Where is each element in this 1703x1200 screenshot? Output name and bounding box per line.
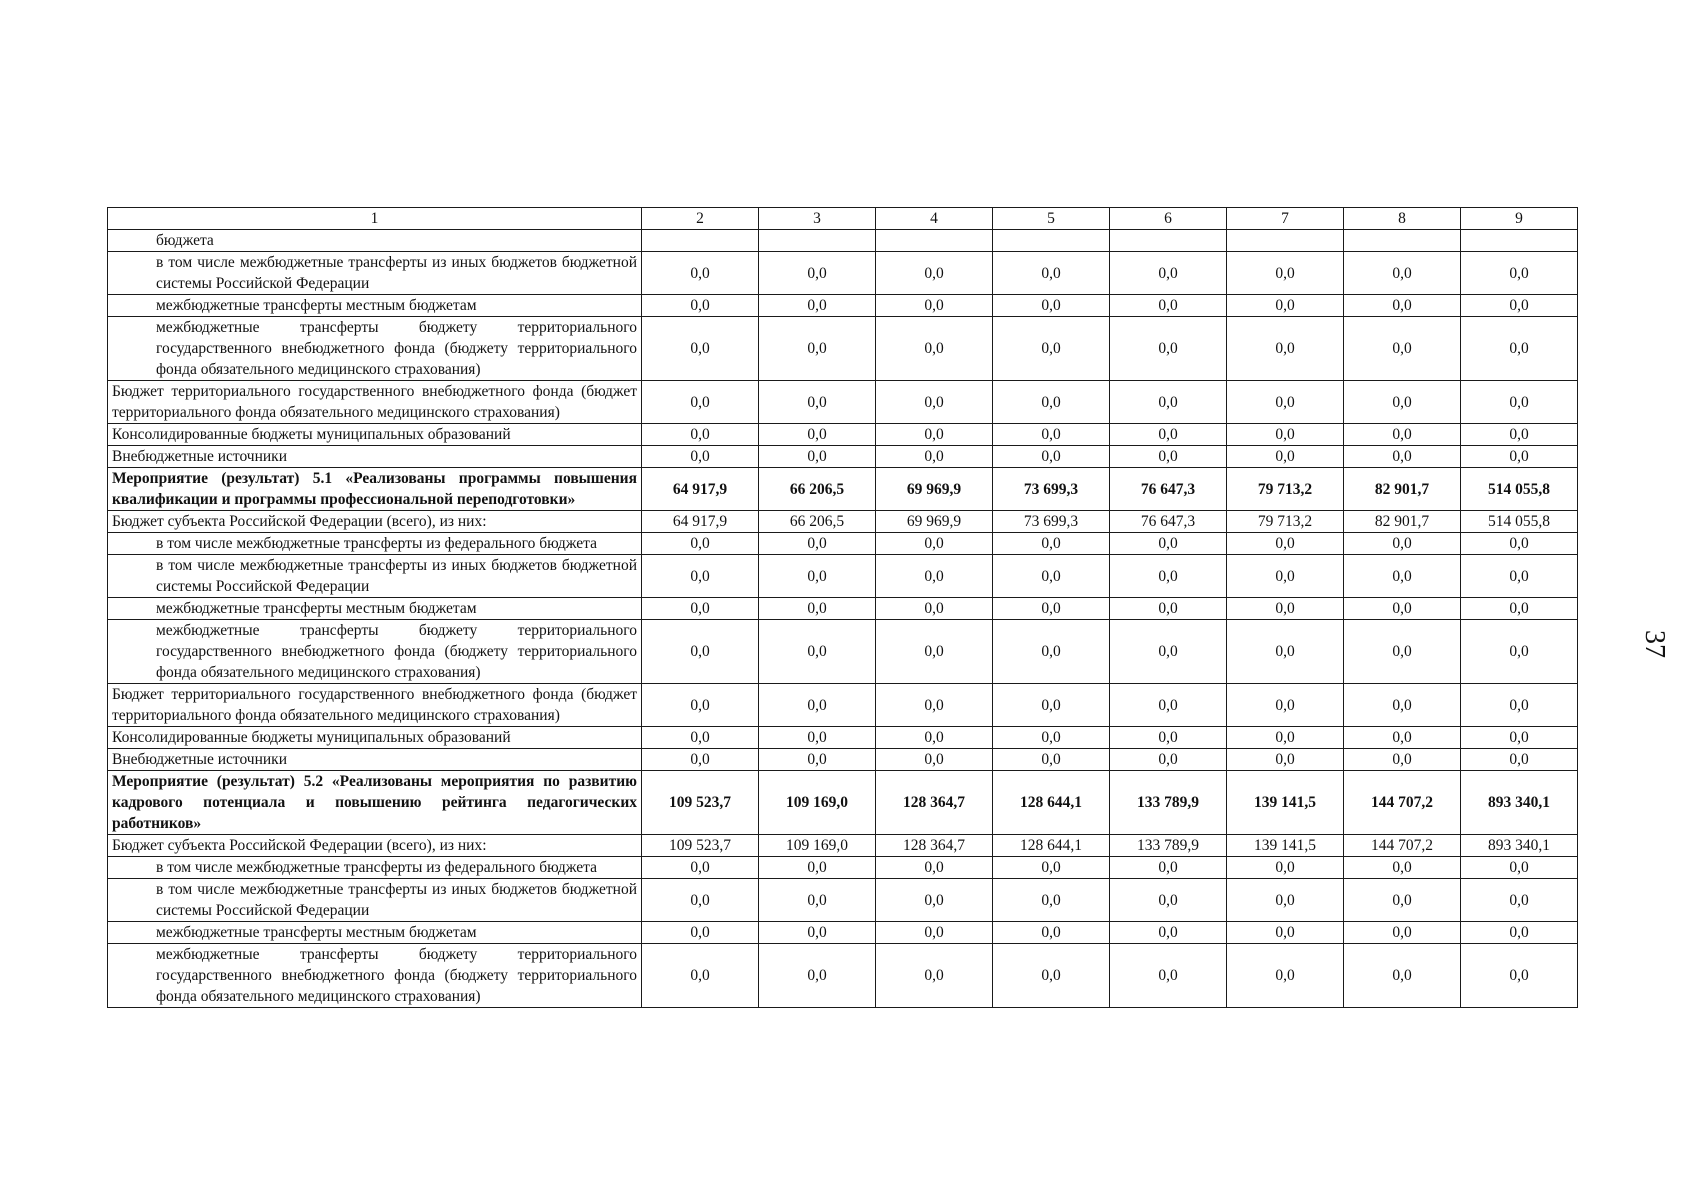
value-cell: 133 789,9: [1110, 835, 1227, 857]
value-cell: 0,0: [1344, 684, 1461, 727]
value-cell: 0,0: [1227, 879, 1344, 922]
value-cell: 0,0: [1227, 620, 1344, 684]
value-cell: 0,0: [876, 424, 993, 446]
value-cell: [993, 230, 1110, 252]
table-row: [108, 468, 1578, 511]
value-cell: [1110, 230, 1227, 252]
row-label: межбюджетные трансферты бюджету территориального государственного внебюджетного фонда (бюджету территориального фонда обязательного медицинского страхования): [108, 620, 642, 684]
value-cell: 0,0: [876, 944, 993, 1008]
column-header-1: 1: [108, 208, 642, 230]
value-cell: 0,0: [1344, 533, 1461, 555]
value-cell: 0,0: [1461, 749, 1578, 771]
row-label: в том числе межбюджетные трансферты из федерального бюджета: [108, 533, 642, 555]
value-cell: 144 707,2: [1344, 835, 1461, 857]
value-cell: 109 169,0: [759, 835, 876, 857]
value-cell: 0,0: [876, 381, 993, 424]
value-cell: 0,0: [642, 749, 759, 771]
table-row: [108, 555, 1578, 598]
value-cell: 0,0: [759, 295, 876, 317]
value-cell: 0,0: [1344, 381, 1461, 424]
value-cell: 0,0: [642, 317, 759, 381]
row-label: межбюджетные трансферты бюджету территориального государственного внебюджетного фонда (бюджету территориального фонда обязательного медицинского страхования): [108, 317, 642, 381]
value-cell: 66 206,5: [759, 511, 876, 533]
value-cell: [642, 230, 759, 252]
value-cell: 0,0: [1227, 446, 1344, 468]
value-cell: 0,0: [876, 922, 993, 944]
value-cell: 0,0: [1461, 446, 1578, 468]
value-cell: 0,0: [642, 598, 759, 620]
table-row: [108, 857, 1578, 879]
row-label: межбюджетные трансферты местным бюджетам: [108, 598, 642, 620]
value-cell: 0,0: [642, 424, 759, 446]
value-cell: 0,0: [642, 620, 759, 684]
value-cell: 0,0: [993, 684, 1110, 727]
value-cell: 0,0: [1227, 317, 1344, 381]
budget-table: [107, 207, 1578, 1008]
value-cell: 0,0: [759, 446, 876, 468]
value-cell: 0,0: [1110, 749, 1227, 771]
row-label: в том числе межбюджетные трансферты из иных бюджетов бюджетной системы Российской Федерации: [108, 252, 642, 295]
value-cell: 0,0: [642, 381, 759, 424]
value-cell: [876, 230, 993, 252]
value-cell: [759, 230, 876, 252]
value-cell: 0,0: [993, 749, 1110, 771]
value-cell: 133 789,9: [1110, 771, 1227, 835]
value-cell: 0,0: [759, 533, 876, 555]
column-header-7: 7: [1227, 208, 1344, 230]
value-cell: 0,0: [1110, 879, 1227, 922]
value-cell: 0,0: [1110, 684, 1227, 727]
row-label: Мероприятие (результат) 5.1 «Реализованы программы повышения квалификации и программы профессиональной переподготовки»: [108, 468, 642, 511]
value-cell: 82 901,7: [1344, 511, 1461, 533]
value-cell: 73 699,3: [993, 511, 1110, 533]
value-cell: 0,0: [1461, 727, 1578, 749]
table-row: [108, 230, 1578, 252]
row-label: бюджета: [108, 230, 642, 252]
value-cell: 0,0: [759, 381, 876, 424]
value-cell: 0,0: [759, 749, 876, 771]
value-cell: 0,0: [876, 317, 993, 381]
value-cell: 0,0: [1110, 598, 1227, 620]
value-cell: 139 141,5: [1227, 835, 1344, 857]
value-cell: 0,0: [1110, 620, 1227, 684]
column-header-2: 2: [642, 208, 759, 230]
value-cell: 76 647,3: [1110, 511, 1227, 533]
value-cell: 0,0: [1227, 252, 1344, 295]
value-cell: 0,0: [876, 857, 993, 879]
value-cell: 0,0: [1344, 879, 1461, 922]
value-cell: 73 699,3: [993, 468, 1110, 511]
value-cell: 0,0: [1461, 922, 1578, 944]
value-cell: 69 969,9: [876, 511, 993, 533]
table-row: [108, 252, 1578, 295]
value-cell: 0,0: [1227, 424, 1344, 446]
value-cell: 893 340,1: [1461, 835, 1578, 857]
value-cell: 0,0: [1461, 317, 1578, 381]
value-cell: 0,0: [759, 620, 876, 684]
value-cell: 79 713,2: [1227, 468, 1344, 511]
value-cell: 0,0: [876, 749, 993, 771]
value-cell: 0,0: [1227, 533, 1344, 555]
value-cell: 0,0: [642, 533, 759, 555]
column-header-4: 4: [876, 208, 993, 230]
value-cell: 0,0: [1227, 857, 1344, 879]
value-cell: 0,0: [1110, 317, 1227, 381]
value-cell: 0,0: [759, 944, 876, 1008]
value-cell: 0,0: [1344, 424, 1461, 446]
table-row: [108, 295, 1578, 317]
value-cell: 64 917,9: [642, 511, 759, 533]
value-cell: 0,0: [759, 684, 876, 727]
value-cell: 0,0: [1344, 295, 1461, 317]
value-cell: 0,0: [1110, 857, 1227, 879]
table-row: [108, 879, 1578, 922]
value-cell: 514 055,8: [1461, 468, 1578, 511]
value-cell: 0,0: [642, 446, 759, 468]
value-cell: 0,0: [1344, 944, 1461, 1008]
value-cell: 0,0: [1227, 684, 1344, 727]
row-label: Внебюджетные источники: [108, 749, 642, 771]
column-header-8: 8: [1344, 208, 1461, 230]
value-cell: 0,0: [1227, 922, 1344, 944]
value-cell: 0,0: [1461, 424, 1578, 446]
value-cell: 0,0: [1344, 598, 1461, 620]
row-label: в том числе межбюджетные трансферты из иных бюджетов бюджетной системы Российской Федерации: [108, 879, 642, 922]
value-cell: 0,0: [876, 598, 993, 620]
row-label: Бюджет субъекта Российской Федерации (всего), из них:: [108, 835, 642, 857]
value-cell: 128 644,1: [993, 771, 1110, 835]
value-cell: 0,0: [642, 857, 759, 879]
value-cell: 0,0: [1344, 749, 1461, 771]
value-cell: 0,0: [1227, 381, 1344, 424]
value-cell: 0,0: [993, 857, 1110, 879]
budget-table-body: [108, 208, 1578, 1008]
row-label: Консолидированные бюджеты муниципальных образований: [108, 727, 642, 749]
value-cell: 0,0: [642, 879, 759, 922]
value-cell: 0,0: [1110, 381, 1227, 424]
value-cell: 82 901,7: [1344, 468, 1461, 511]
value-cell: 0,0: [759, 252, 876, 295]
value-cell: 0,0: [642, 295, 759, 317]
value-cell: 0,0: [759, 857, 876, 879]
table-row: [108, 771, 1578, 835]
value-cell: 0,0: [1344, 857, 1461, 879]
value-cell: 0,0: [1461, 620, 1578, 684]
value-cell: 0,0: [1110, 424, 1227, 446]
table-row: [108, 684, 1578, 727]
value-cell: 0,0: [993, 424, 1110, 446]
row-label: Бюджет субъекта Российской Федерации (всего), из них:: [108, 511, 642, 533]
value-cell: 0,0: [1227, 598, 1344, 620]
table-row: [108, 620, 1578, 684]
table-row: [108, 317, 1578, 381]
row-label: в том числе межбюджетные трансферты из иных бюджетов бюджетной системы Российской Федерации: [108, 555, 642, 598]
value-cell: 0,0: [759, 879, 876, 922]
value-cell: 0,0: [876, 684, 993, 727]
value-cell: 0,0: [1461, 252, 1578, 295]
value-cell: 0,0: [1110, 727, 1227, 749]
value-cell: 0,0: [993, 381, 1110, 424]
row-label: межбюджетные трансферты бюджету территориального государственного внебюджетного фонда (бюджету территориального фонда обязательного медицинского страхования): [108, 944, 642, 1008]
page-number: 37: [1639, 630, 1670, 658]
value-cell: 0,0: [876, 620, 993, 684]
value-cell: 144 707,2: [1344, 771, 1461, 835]
table-row: [108, 446, 1578, 468]
value-cell: 0,0: [1110, 922, 1227, 944]
value-cell: 0,0: [876, 555, 993, 598]
value-cell: 0,0: [1110, 252, 1227, 295]
value-cell: 0,0: [642, 684, 759, 727]
table-row: [108, 424, 1578, 446]
row-label: в том числе межбюджетные трансферты из федерального бюджета: [108, 857, 642, 879]
column-header-6: 6: [1110, 208, 1227, 230]
value-cell: 139 141,5: [1227, 771, 1344, 835]
value-cell: 893 340,1: [1461, 771, 1578, 835]
value-cell: 0,0: [1344, 252, 1461, 295]
value-cell: 0,0: [1110, 555, 1227, 598]
value-cell: 0,0: [1461, 857, 1578, 879]
table-row: [108, 944, 1578, 1008]
value-cell: 0,0: [993, 295, 1110, 317]
value-cell: 0,0: [876, 533, 993, 555]
value-cell: 109 523,7: [642, 835, 759, 857]
value-cell: 0,0: [1110, 295, 1227, 317]
value-cell: 0,0: [1344, 727, 1461, 749]
value-cell: 0,0: [1461, 533, 1578, 555]
row-label: межбюджетные трансферты местным бюджетам: [108, 295, 642, 317]
value-cell: [1344, 230, 1461, 252]
value-cell: 0,0: [759, 555, 876, 598]
value-cell: 109 169,0: [759, 771, 876, 835]
row-label: Консолидированные бюджеты муниципальных образований: [108, 424, 642, 446]
value-cell: 0,0: [876, 727, 993, 749]
value-cell: 0,0: [1344, 620, 1461, 684]
table-row: [108, 835, 1578, 857]
value-cell: 0,0: [1110, 446, 1227, 468]
value-cell: 66 206,5: [759, 468, 876, 511]
value-cell: 0,0: [642, 922, 759, 944]
value-cell: 0,0: [876, 295, 993, 317]
value-cell: 0,0: [993, 555, 1110, 598]
column-header-5: 5: [993, 208, 1110, 230]
value-cell: 0,0: [1461, 684, 1578, 727]
value-cell: 0,0: [759, 727, 876, 749]
value-cell: 0,0: [1461, 879, 1578, 922]
value-cell: 69 969,9: [876, 468, 993, 511]
row-label: межбюджетные трансферты местным бюджетам: [108, 922, 642, 944]
value-cell: 0,0: [1227, 555, 1344, 598]
value-cell: 0,0: [1110, 944, 1227, 1008]
value-cell: 0,0: [993, 446, 1110, 468]
value-cell: 128 364,7: [876, 835, 993, 857]
column-header-9: 9: [1461, 208, 1578, 230]
row-label: Бюджет территориального государственного внебюджетного фонда (бюджет территориального фонда обязательного медицинского страхования): [108, 684, 642, 727]
table-row: [108, 511, 1578, 533]
value-cell: 76 647,3: [1110, 468, 1227, 511]
row-label: Внебюджетные источники: [108, 446, 642, 468]
value-cell: 0,0: [642, 252, 759, 295]
value-cell: 79 713,2: [1227, 511, 1344, 533]
value-cell: 0,0: [993, 944, 1110, 1008]
value-cell: 0,0: [1344, 446, 1461, 468]
value-cell: 64 917,9: [642, 468, 759, 511]
value-cell: 0,0: [642, 555, 759, 598]
value-cell: 0,0: [759, 922, 876, 944]
value-cell: 0,0: [1227, 749, 1344, 771]
value-cell: [1227, 230, 1344, 252]
table-row: [108, 749, 1578, 771]
value-cell: 128 644,1: [993, 835, 1110, 857]
value-cell: 0,0: [876, 446, 993, 468]
value-cell: 0,0: [1227, 295, 1344, 317]
value-cell: 0,0: [759, 598, 876, 620]
table-row: [108, 381, 1578, 424]
value-cell: 0,0: [642, 944, 759, 1008]
value-cell: 0,0: [642, 727, 759, 749]
table-row: [108, 922, 1578, 944]
value-cell: 0,0: [1344, 922, 1461, 944]
value-cell: [1461, 230, 1578, 252]
value-cell: 0,0: [759, 317, 876, 381]
value-cell: 0,0: [1227, 727, 1344, 749]
value-cell: 0,0: [1110, 533, 1227, 555]
value-cell: 0,0: [1461, 381, 1578, 424]
table-row: [108, 727, 1578, 749]
value-cell: 0,0: [993, 317, 1110, 381]
column-header-3: 3: [759, 208, 876, 230]
value-cell: 0,0: [1344, 555, 1461, 598]
value-cell: 0,0: [993, 620, 1110, 684]
value-cell: 0,0: [759, 424, 876, 446]
value-cell: 0,0: [993, 533, 1110, 555]
value-cell: 0,0: [1461, 555, 1578, 598]
value-cell: 0,0: [993, 727, 1110, 749]
value-cell: 0,0: [876, 879, 993, 922]
row-label: Бюджет территориального государственного внебюджетного фонда (бюджет территориального фонда обязательного медицинского страхования): [108, 381, 642, 424]
value-cell: 0,0: [1344, 317, 1461, 381]
value-cell: 514 055,8: [1461, 511, 1578, 533]
value-cell: 0,0: [993, 922, 1110, 944]
value-cell: 0,0: [993, 252, 1110, 295]
table-row: [108, 533, 1578, 555]
value-cell: 0,0: [993, 598, 1110, 620]
value-cell: 0,0: [993, 879, 1110, 922]
value-cell: 128 364,7: [876, 771, 993, 835]
value-cell: 109 523,7: [642, 771, 759, 835]
value-cell: 0,0: [1461, 598, 1578, 620]
row-label: Мероприятие (результат) 5.2 «Реализованы мероприятия по развитию кадрового потенциала и повышению рейтинга педагогических работников»: [108, 771, 642, 835]
header-row: [108, 208, 1578, 230]
value-cell: 0,0: [1461, 944, 1578, 1008]
value-cell: 0,0: [1227, 944, 1344, 1008]
value-cell: 0,0: [876, 252, 993, 295]
table-row: [108, 598, 1578, 620]
value-cell: 0,0: [1461, 295, 1578, 317]
